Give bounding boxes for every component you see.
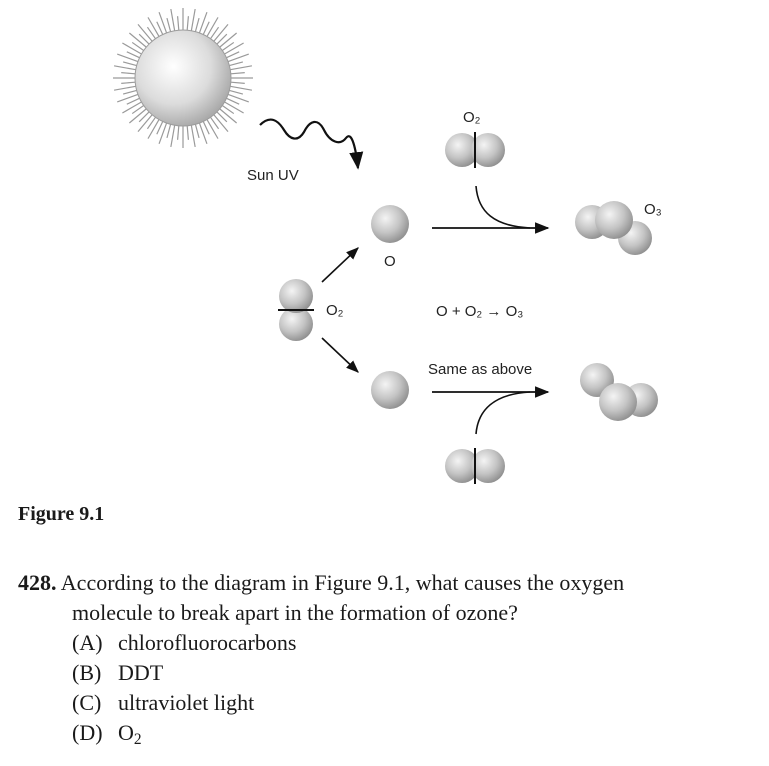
- sun-ray: [171, 9, 175, 31]
- split-arrow-down: [322, 338, 358, 372]
- o-atom-bottom: [371, 371, 409, 409]
- sun-ray: [123, 62, 137, 66]
- question-block: [18, 568, 758, 748]
- sun-ray: [114, 66, 136, 70]
- sun-ray: [121, 82, 135, 83]
- o3-molecule-bottom: [580, 363, 658, 421]
- sun-ray: [123, 90, 137, 94]
- sun-ray: [121, 73, 135, 74]
- sun-ray: [178, 126, 179, 140]
- sun-ray: [138, 24, 152, 41]
- sun-uv-label: Sun UV: [247, 167, 299, 184]
- split-arrow-up: [322, 248, 358, 282]
- o2-join-curve-bottom: [476, 392, 530, 434]
- sun-ray: [214, 115, 228, 132]
- sun-ray: [191, 9, 195, 31]
- sun-ray: [138, 115, 152, 132]
- choice-d[interactable]: (D) $O_2$: [72, 720, 142, 748]
- sun-ray: [225, 102, 244, 113]
- sun-ray: [148, 120, 159, 139]
- o3-molecule-top: [575, 201, 652, 255]
- o-atom-label: O: [384, 253, 396, 270]
- figure-caption: Figure 9.1: [18, 503, 105, 525]
- sun-ray: [114, 86, 136, 90]
- sun-ray: [195, 124, 199, 138]
- sun-ray: [148, 17, 159, 36]
- sun-ray: [129, 33, 146, 47]
- sun-ray: [157, 22, 163, 35]
- sun-ray: [229, 90, 243, 94]
- uv-wave: [260, 120, 358, 168]
- sun-ray: [220, 33, 237, 47]
- sun-icon: [113, 8, 253, 148]
- sun-ray: [167, 18, 171, 32]
- sun-ray: [195, 18, 199, 32]
- sun-ray: [178, 16, 179, 30]
- sun-ray: [231, 82, 245, 83]
- sun-ray: [207, 17, 218, 36]
- sun-ray: [214, 24, 228, 41]
- sun-ray: [227, 98, 240, 104]
- sun-ray: [127, 52, 140, 58]
- same-as-above-label: Same as above: [428, 361, 533, 378]
- o2-molecule-bottom: [445, 448, 505, 484]
- sun-ray: [122, 102, 141, 113]
- sun-ray: [227, 52, 240, 58]
- sun-ray: [167, 124, 171, 138]
- o2-molecule-left: [278, 279, 314, 341]
- sun-ray: [225, 43, 244, 54]
- sun-ray: [203, 22, 209, 35]
- sun-ray: [187, 16, 188, 30]
- choice-a[interactable]: (A) chlorofluorocarbons: [72, 630, 297, 655]
- question-text-line-2: molecule to break apart in the formation of ozone?: [72, 600, 518, 625]
- choice-c[interactable]: (C) ultraviolet light: [72, 690, 255, 715]
- question-number: 428.: [18, 570, 57, 595]
- sun-ray: [229, 62, 243, 66]
- sun-ray: [191, 125, 195, 147]
- sun-ray: [220, 109, 237, 123]
- o3-label: O₃: [644, 201, 662, 218]
- sun-ray: [230, 66, 252, 70]
- o-atom-top: [371, 205, 409, 243]
- o2-left-label: O₂: [326, 302, 344, 319]
- reaction-equation: O + O₂ → O₃: [436, 303, 524, 320]
- question-text-line-1: According to the diagram in Figure 9.1, what causes the oxygen: [60, 570, 625, 595]
- answer-choices: [18, 628, 758, 748]
- sun-ray: [207, 120, 218, 139]
- sun-ray: [230, 86, 252, 90]
- o2-top-label: O₂: [463, 109, 481, 126]
- o2-molecule-top: [445, 132, 505, 168]
- sun-ray: [203, 122, 209, 135]
- sun-ray: [157, 122, 163, 135]
- sun-ray: [187, 126, 188, 140]
- sun-ray: [171, 125, 175, 147]
- choice-b[interactable]: (B) DDT: [72, 660, 164, 685]
- o2-join-curve-top: [476, 186, 530, 228]
- sun-ray: [127, 98, 140, 104]
- sun-ray: [122, 43, 141, 54]
- sun-ray: [231, 73, 245, 74]
- sun-ray: [129, 109, 146, 123]
